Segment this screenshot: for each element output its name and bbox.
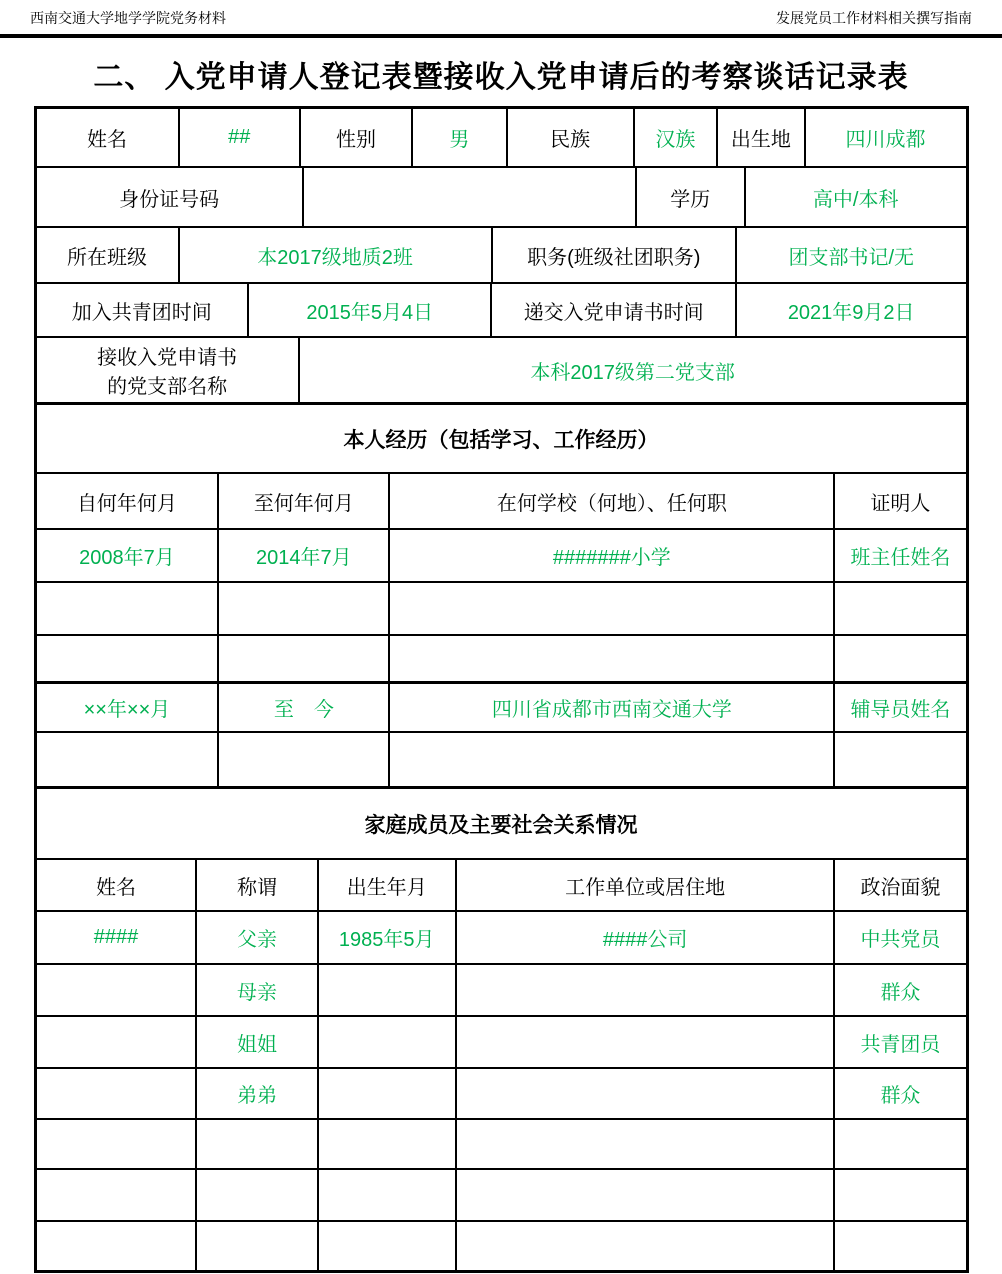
exp-to-cell[interactable] bbox=[217, 583, 388, 634]
branch-label-line2: 的党支部名称 bbox=[107, 376, 228, 398]
class-value-cell[interactable]: 本2017级地质2班 bbox=[178, 228, 491, 282]
exp-from-cell[interactable] bbox=[37, 733, 218, 786]
fam-workplace-cell[interactable] bbox=[455, 965, 834, 1015]
branch-value-cell[interactable]: 本科2017级第二党支部 bbox=[298, 338, 966, 402]
branch-label-line1: 接收入党申请书 bbox=[97, 347, 238, 369]
fam-politics-cell[interactable]: 群众 bbox=[833, 965, 965, 1015]
fam-politics-cell[interactable]: 群众 bbox=[833, 1069, 965, 1118]
fam-relation-cell[interactable] bbox=[195, 1222, 316, 1270]
fam-politics-cell[interactable] bbox=[833, 1222, 965, 1270]
header-right-text: 发展党员工作材料相关撰写指南 bbox=[776, 12, 972, 27]
application-time-value-cell[interactable]: 2021年9月2日 bbox=[735, 284, 966, 336]
name-value-cell[interactable]: ## bbox=[178, 109, 299, 166]
family-row bbox=[37, 1118, 966, 1168]
education-label: 学历 bbox=[635, 168, 744, 226]
family-row bbox=[37, 1168, 966, 1220]
exp-school-cell[interactable]: 四川省成都市西南交通大学 bbox=[388, 684, 833, 731]
class-label: 所在班级 bbox=[67, 246, 148, 269]
fam-politics-cell[interactable]: 共青团员 bbox=[833, 1017, 965, 1067]
fam-relation-cell[interactable] bbox=[195, 1120, 316, 1168]
fam-birth-header: 出生年月 bbox=[317, 860, 455, 910]
experience-row bbox=[37, 581, 966, 634]
experience-header-row bbox=[37, 472, 966, 528]
exp-to-cell[interactable] bbox=[217, 733, 388, 786]
fam-birth-cell[interactable] bbox=[317, 1170, 455, 1220]
exp-from-cell[interactable]: ××年××月 bbox=[83, 699, 171, 721]
exp-from-cell[interactable]: 2008年7月 bbox=[79, 547, 175, 569]
exp-from-cell[interactable] bbox=[37, 636, 218, 681]
basic-row-2 bbox=[37, 166, 966, 226]
duty-value-cell[interactable]: 团支部书记/无 bbox=[735, 228, 966, 282]
experience-section-title: 本人经历（包括学习、工作经历） bbox=[343, 428, 659, 452]
fam-relation-cell[interactable]: 父亲 bbox=[195, 912, 316, 963]
birthplace-label: 出生地 bbox=[716, 109, 803, 166]
family-row bbox=[37, 963, 966, 1015]
family-row bbox=[37, 1015, 966, 1067]
league-join-label: 加入共青团时间 bbox=[71, 301, 212, 324]
id-number-value-cell[interactable] bbox=[302, 168, 635, 226]
league-join-value-cell[interactable]: 2015年5月4日 bbox=[247, 284, 490, 336]
registration-form-table bbox=[34, 106, 969, 1273]
fam-name-cell[interactable] bbox=[37, 1017, 196, 1067]
branch-label bbox=[37, 338, 298, 402]
exp-school-cell[interactable] bbox=[388, 733, 833, 786]
birthplace-value-cell[interactable]: 四川成都 bbox=[804, 109, 966, 166]
exp-witness-cell[interactable]: 辅导员姓名 bbox=[833, 684, 965, 731]
fam-politics-cell[interactable] bbox=[833, 1120, 965, 1168]
fam-name-cell[interactable] bbox=[37, 1069, 196, 1118]
family-row bbox=[37, 1067, 966, 1118]
fam-relation-cell[interactable]: 母亲 bbox=[195, 965, 316, 1015]
fam-name-cell[interactable] bbox=[37, 965, 196, 1015]
exp-school-cell[interactable] bbox=[388, 636, 833, 681]
fam-relation-cell[interactable] bbox=[195, 1170, 316, 1220]
family-section-title: 家庭成员及主要社会关系情况 bbox=[364, 813, 638, 837]
family-section-row bbox=[37, 786, 966, 858]
fam-relation-header: 称谓 bbox=[195, 860, 316, 910]
fam-politics-cell[interactable] bbox=[833, 1170, 965, 1220]
fam-relation-cell[interactable]: 弟弟 bbox=[195, 1069, 316, 1118]
name-label: 姓名 bbox=[87, 129, 128, 151]
page-header bbox=[0, 0, 1002, 34]
fam-workplace-cell[interactable] bbox=[455, 1017, 834, 1067]
experience-row bbox=[37, 634, 966, 681]
fam-politics-cell[interactable]: 中共党员 bbox=[833, 912, 965, 963]
exp-school-header: 在何学校（何地）、任何职 bbox=[388, 474, 833, 528]
fam-politics-header: 政治面貌 bbox=[833, 860, 965, 910]
ethnic-label: 民族 bbox=[506, 109, 633, 166]
exp-school-cell[interactable]: #######小学 bbox=[388, 530, 833, 581]
exp-to-header: 至何年何月 bbox=[217, 474, 388, 528]
exp-witness-header: 证明人 bbox=[833, 474, 965, 528]
header-left-text: 西南交通大学地学学院党务材料 bbox=[30, 12, 226, 27]
fam-name-cell[interactable] bbox=[37, 1120, 196, 1168]
experience-row bbox=[37, 731, 966, 786]
family-row bbox=[37, 910, 966, 963]
basic-row-5 bbox=[37, 336, 966, 402]
fam-workplace-cell[interactable] bbox=[455, 1170, 834, 1220]
page-title: 二、 入党申请人登记表暨接收入党申请后的考察谈话记录表 bbox=[93, 61, 909, 94]
header-rule bbox=[0, 34, 1002, 38]
fam-birth-cell[interactable] bbox=[317, 1069, 455, 1118]
fam-birth-cell[interactable] bbox=[317, 1017, 455, 1067]
experience-section-row bbox=[37, 402, 966, 472]
fam-workplace-cell[interactable]: ####公司 bbox=[455, 912, 834, 963]
exp-witness-cell[interactable] bbox=[833, 583, 965, 634]
fam-birth-cell[interactable]: 1985年5月 bbox=[317, 912, 455, 963]
application-time-label: 递交入党申请书时间 bbox=[490, 284, 734, 336]
fam-name-cell[interactable] bbox=[37, 1170, 196, 1220]
fam-birth-cell[interactable] bbox=[317, 1222, 455, 1270]
duty-label: 职务(班级社团职务) bbox=[491, 228, 735, 282]
fam-birth-cell[interactable] bbox=[317, 965, 455, 1015]
exp-to-cell[interactable] bbox=[217, 636, 388, 681]
basic-row-4 bbox=[37, 282, 966, 336]
education-value-cell[interactable]: 高中/本科 bbox=[744, 168, 966, 226]
exp-to-cell[interactable]: 2014年7月 bbox=[217, 530, 388, 581]
fam-workplace-header: 工作单位或居住地 bbox=[455, 860, 834, 910]
exp-witness-cell[interactable] bbox=[833, 733, 965, 786]
fam-workplace-cell[interactable] bbox=[455, 1222, 834, 1270]
fam-workplace-cell[interactable] bbox=[455, 1120, 834, 1168]
exp-from-header: 自何年何月 bbox=[76, 492, 177, 515]
experience-row bbox=[37, 681, 966, 731]
exp-to-cell[interactable]: 至 今 bbox=[217, 684, 388, 731]
family-header-row bbox=[37, 858, 966, 910]
fam-name-header: 姓名 bbox=[95, 876, 136, 899]
gender-value-cell[interactable]: 男 bbox=[411, 109, 505, 166]
ethnic-value-cell[interactable]: 汉族 bbox=[633, 109, 716, 166]
id-number-label: 身份证号码 bbox=[119, 188, 220, 211]
fam-relation-cell[interactable]: 姐姐 bbox=[195, 1017, 316, 1067]
basic-row-1 bbox=[37, 109, 966, 166]
fam-birth-cell[interactable] bbox=[317, 1120, 455, 1168]
gender-label: 性别 bbox=[299, 109, 411, 166]
exp-from-cell[interactable] bbox=[37, 583, 218, 634]
fam-workplace-cell[interactable] bbox=[455, 1069, 834, 1118]
experience-row bbox=[37, 528, 966, 581]
family-row bbox=[37, 1220, 966, 1270]
exp-witness-cell[interactable]: 班主任姓名 bbox=[833, 530, 965, 581]
fam-name-cell[interactable]: #### bbox=[93, 926, 139, 948]
fam-name-cell[interactable] bbox=[37, 1222, 196, 1270]
exp-school-cell[interactable] bbox=[388, 583, 833, 634]
basic-row-3 bbox=[37, 226, 966, 282]
exp-witness-cell[interactable] bbox=[833, 636, 965, 681]
